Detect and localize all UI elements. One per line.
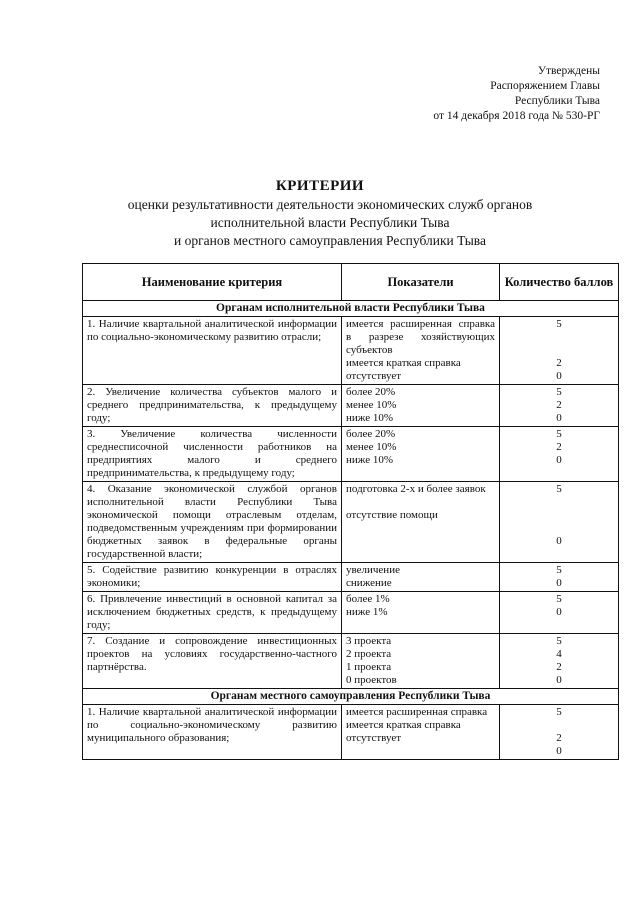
criterion-name: 7. Создание и сопровождение инвестиционных проектов на условиях государственно-частного партнёрства. [83,634,342,689]
points: 5 [556,706,562,718]
points: 2 [556,357,562,369]
approval-block [360,64,600,124]
header-points: Количество баллов [500,264,619,301]
points: 0 [556,577,562,589]
indicator-cell [342,385,500,427]
table-header-row [83,264,619,301]
criterion-name: 1. Наличие квартальной аналитической информации по социально-экономическому развитию отрасли; [83,317,342,385]
section-local: Органам местного самоуправления Республики Тыва [83,689,619,705]
criterion-name: 4. Оказание экономической службой органов исполнительной власти Республики Тыва экономической помощи отраслевым отделам, подведомственным учреждениям при формировании бюджетных заявок в федеральные органы государственной власти; [83,482,342,563]
indicator: более 20% [346,428,396,440]
table-row [83,563,619,592]
points: 2 [556,399,562,411]
subtitle-line: и органов местного самоуправления Республики Тыва [174,233,486,248]
section-executive: Органам исполнительной власти Республики Тыва [83,301,619,317]
points: 0 [556,454,562,466]
indicator: менее 10% [346,441,397,453]
indicator: 3 проекта [346,635,392,647]
table-row [83,385,619,427]
header-indicators: Показатели [342,264,500,301]
table-row [83,634,619,689]
indicator: отсутствует [346,370,402,382]
indicator: снижение [346,577,392,589]
indicator: 0 проектов [346,674,397,686]
points: 5 [556,386,562,398]
indicator: 1 проекта [346,661,392,673]
points-cell [500,592,619,634]
indicator: ниже 10% [346,412,394,424]
indicator: подготовка 2-х и более заявок [346,483,486,495]
indicator-cell [342,634,500,689]
approval-line: Республики Тыва [514,95,600,107]
criterion-name: 6. Привлечение инвестиций в основной капитал за исключением бюджетных средств, к предыдущему году; [83,592,342,634]
indicator: имеется расширенная справка [346,706,488,718]
criteria-table [82,263,619,760]
points: 2 [556,661,562,673]
points: 0 [556,370,562,382]
indicator-cell [342,427,500,482]
indicator-cell [342,482,500,563]
subtitle-line: исполнительной власти Республики Тыва [210,215,450,230]
indicator: ниже 1% [346,606,388,618]
table-row [83,427,619,482]
section-row [83,301,619,317]
table-row [83,705,619,760]
indicator: отсутствует [346,732,402,744]
points: 0 [556,606,562,618]
points-cell [500,705,619,760]
indicator-cell [342,592,500,634]
indicator-cell [342,317,500,385]
document-subtitle [90,196,570,250]
criterion-name: 2. Увеличение количества субъектов малого и среднего предпринимательства, к предыдущему году; [83,385,342,427]
points-cell [500,317,619,385]
table-row [83,592,619,634]
criterion-name: 3. Увеличение количества численности среднесписочной численности работников на предприятиях малого и среднего предпринимательства, к предыдущему году; [83,427,342,482]
criterion-name: 1. Наличие квартальной аналитической информации по социально-экономическому развитию муниципального образования; [83,705,342,760]
criterion-name: 5. Содействие развитию конкуренции в отраслях экономики; [83,563,342,592]
indicator: более 1% [346,593,390,605]
points: 4 [556,648,562,660]
approval-line: Распоряжением Главы [490,80,600,92]
section-row [83,689,619,705]
indicator-cell [342,563,500,592]
points: 5 [556,483,562,495]
document-title: КРИТЕРИИ [275,178,365,194]
points: 0 [556,535,562,547]
indicator: ниже 10% [346,454,394,466]
points: 5 [556,428,562,440]
indicator: имеется краткая справка [346,357,461,369]
points-cell [500,427,619,482]
indicator: 2 проекта [346,648,392,660]
approval-line: Утверждены [537,65,600,77]
points: 0 [556,745,562,757]
indicator: имеется расширенная справка в разрезе хозяйствующих субъектов [346,318,495,356]
points: 5 [556,635,562,647]
indicator-cell [342,705,500,760]
points-cell [500,482,619,563]
header-criterion: Наименование критерия [83,264,342,301]
points-cell [500,563,619,592]
table-row [83,317,619,385]
indicator: отсутствие помощи [346,509,438,521]
points: 0 [556,412,562,424]
points-cell [500,634,619,689]
points: 0 [556,674,562,686]
subtitle-line: оценки результативности деятельности экономических служб органов [127,197,533,212]
indicator: более 20% [346,386,396,398]
indicator: увеличение [346,564,400,576]
points: 5 [556,564,562,576]
points: 2 [556,441,562,453]
table-row [83,482,619,563]
points: 2 [556,732,562,744]
approval-line: от 14 декабря 2018 года № 530-РГ [433,110,600,122]
points: 5 [556,593,562,605]
points-cell [500,385,619,427]
indicator: имеется краткая справка [346,719,461,731]
indicator: менее 10% [346,399,397,411]
points: 5 [556,318,562,330]
